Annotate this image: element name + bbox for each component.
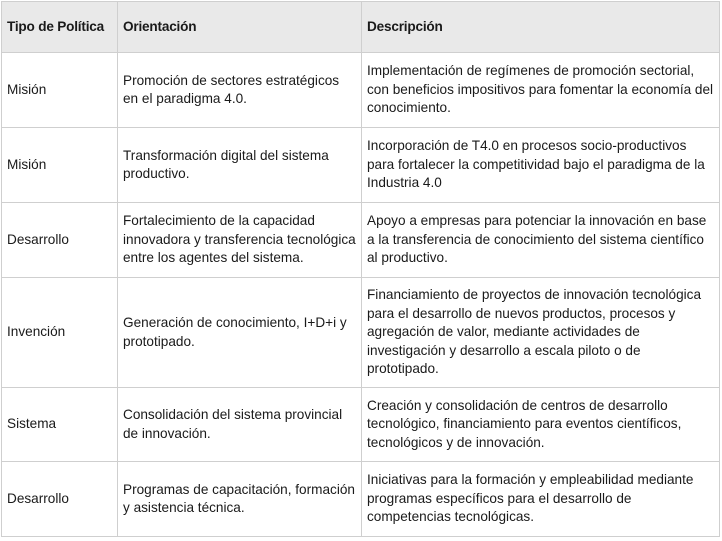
- table-row: [2, 128, 720, 203]
- header-descripcion: Descripción: [362, 2, 720, 53]
- header-tipo-politica: Tipo de Política: [2, 2, 118, 53]
- header-row: [2, 2, 720, 53]
- cell-tipo: Misión: [2, 53, 118, 128]
- cell-tipo: Desarrollo: [2, 203, 118, 278]
- cell-orientacion: Transformación digital del sistema productivo.: [118, 128, 362, 203]
- cell-descripcion: Creación y consolidación de centros de desarrollo tecnológico, financiamiento para eventos científicos, tecnológicos y de innovación.: [362, 388, 720, 462]
- cell-descripcion: Iniciativas para la formación y empleabilidad mediante programas específicos para el desarrollo de competencias tecnológicas.: [362, 462, 720, 537]
- cell-descripcion: Financiamiento de proyectos de innovación tecnológica para el desarrollo de nuevos productos, procesos y agregación de valor, mediante actividades de investigación y desarrollo a escala piloto o de prototipado.: [362, 278, 720, 388]
- header-orientacion: Orientación: [118, 2, 362, 53]
- cell-orientacion: Programas de capacitación, formación y asistencia técnica.: [118, 462, 362, 537]
- cell-orientacion: Promoción de sectores estratégicos en el paradigma 4.0.: [118, 53, 362, 128]
- table-body: [2, 53, 720, 537]
- cell-descripcion: Apoyo a empresas para potenciar la innovación en base a la transferencia de conocimiento del sistema científico al productivo.: [362, 203, 720, 278]
- cell-tipo: Desarrollo: [2, 462, 118, 537]
- cell-descripcion: Incorporación de T4.0 en procesos socio-productivos para fortalecer la competitividad bajo el paradigma de la Industria 4.0: [362, 128, 720, 203]
- cell-orientacion: Consolidación del sistema provincial de innovación.: [118, 388, 362, 462]
- table-header: [2, 2, 720, 53]
- cell-tipo: Sistema: [2, 388, 118, 462]
- cell-tipo: Misión: [2, 128, 118, 203]
- cell-tipo: Invención: [2, 278, 118, 388]
- table-row: [2, 53, 720, 128]
- cell-descripcion: Implementación de regímenes de promoción sectorial, con beneficios impositivos para fomentar la economía del conocimiento.: [362, 53, 720, 128]
- table-row: [2, 388, 720, 462]
- table-row: [2, 278, 720, 388]
- table-row: [2, 203, 720, 278]
- table-row: [2, 462, 720, 537]
- cell-orientacion: Fortalecimiento de la capacidad innovadora y transferencia tecnológica entre los agentes del sistema.: [118, 203, 362, 278]
- policy-table: [1, 1, 720, 537]
- cell-orientacion: Generación de conocimiento, I+D+i y prototipado.: [118, 278, 362, 388]
